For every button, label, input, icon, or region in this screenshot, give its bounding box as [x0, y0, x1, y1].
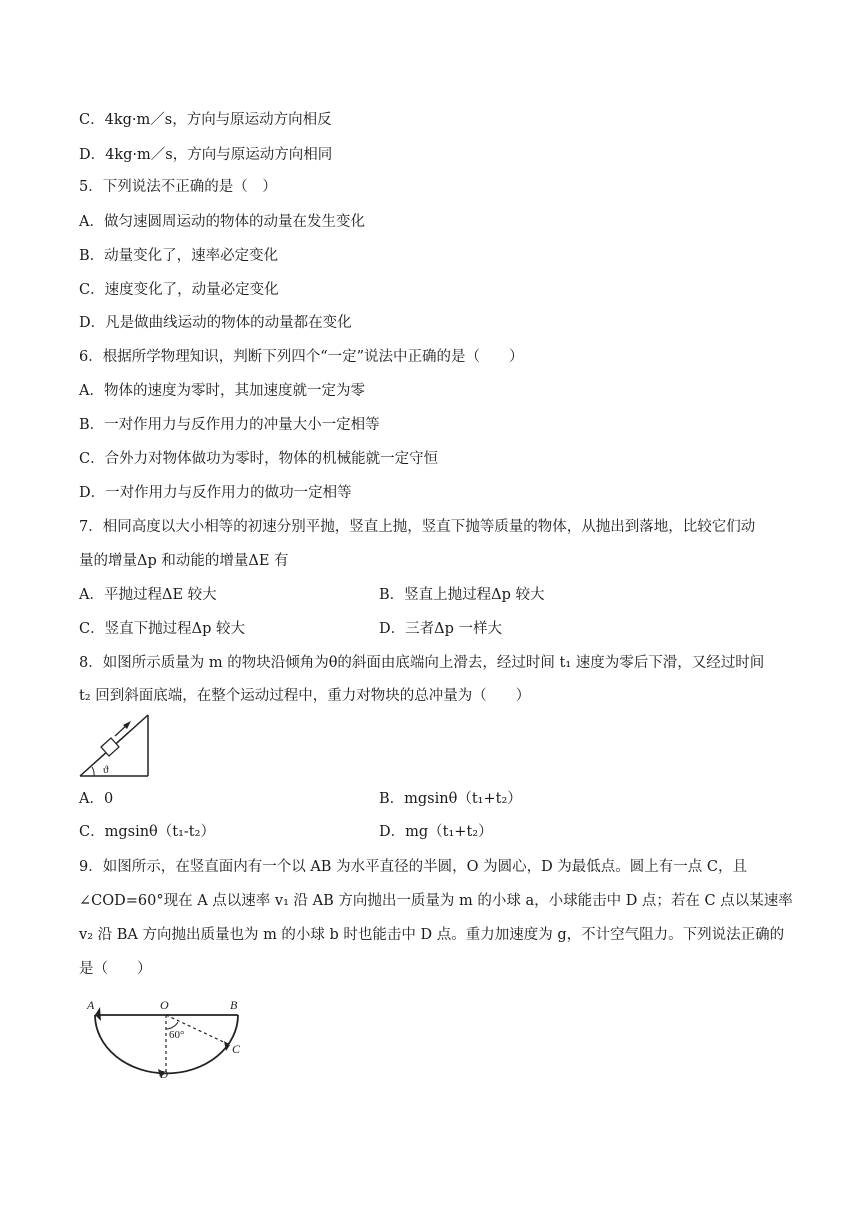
line-q4-option-d: D．4kg·m／s，方向与原运动方向相同: [79, 147, 333, 163]
point-a-label: A: [87, 998, 95, 1012]
question-8-option-a: A．0: [79, 791, 114, 807]
question-9-stem-line-1: 9．如图所示，在竖直面内有一个以 AB 为水平直径的半圆，O 为圆心，D 为最低点。圆上有一点 C，且: [79, 859, 748, 875]
question-9-stem-line-4: 是（ ）: [79, 961, 152, 977]
line-q4-option-c: C．4kg·m／s，方向与原运动方向相反: [79, 112, 332, 128]
question-6-option-a: A．物体的速度为零时，其加速度就一定为零: [79, 383, 365, 399]
point-o-label: O: [160, 998, 169, 1012]
question-9-stem-line-2: ∠COD=60°现在 A 点以速率 v₁ 沿 AB 方向抛出一质量为 m 的小球 a，小球能击中 D 点；若在 C 点以某速率: [79, 893, 793, 909]
question-5-option-c: C．速度变化了，动量必定变化: [79, 282, 279, 298]
question-8-stem-line-2: t₂ 回到斜面底端，在整个运动过程中，重力对物块的总冲量为（ ）: [79, 688, 531, 704]
point-b-label: B: [230, 998, 238, 1012]
question-7-option-b: B．竖直上抛过程Δp 较大: [379, 587, 545, 603]
question-6-option-d: D．一对作用力与反作用力的做功一定相等: [79, 485, 352, 501]
question-8-option-b: B．mgsinθ（t₁+t₂）: [379, 791, 522, 807]
question-6-option-b: B．一对作用力与反作用力的冲量大小一定相等: [79, 417, 380, 433]
question-5-option-d: D．凡是做曲线运动的物体的动量都在变化: [79, 315, 352, 331]
point-c-label: C: [232, 1042, 241, 1056]
semicircle-figure: [80, 995, 250, 1080]
point-d-label: D: [160, 1069, 168, 1080]
question-9-stem-line-3: v₂ 沿 BA 方向抛出质量也为 m 的小球 b 时也能击中 D 点。重力加速度为 g，不计空气阻力。下列说法正确的: [79, 927, 785, 943]
question-5-option-a: A．做匀速圆周运动的物体的动量在发生变化: [79, 214, 365, 230]
question-6-option-c: C．合外力对物体做功为零时，物体的机械能就一定守恒: [79, 451, 439, 467]
question-7-stem-line-2: 量的增量Δp 和动能的增量ΔE 有: [79, 553, 289, 569]
question-7-option-c: C．竖直下抛过程Δp 较大: [79, 621, 245, 637]
question-7-option-d: D．三者Δp 一样大: [379, 621, 502, 637]
angle-theta-label: ϑ: [103, 764, 109, 776]
angle-60-label: 60°: [169, 1029, 185, 1041]
question-5-option-b: B．动量变化了，速率必定变化: [79, 248, 279, 264]
question-8-stem-line-1: 8．如图所示质量为 m 的物块沿倾角为θ的斜面由底端向上滑去，经过时间 t₁ 速度为零后下滑，又经过时间: [79, 655, 765, 671]
question-8-option-d: D．mg（t₁+t₂）: [379, 824, 493, 840]
incline-figure: [78, 712, 152, 780]
question-7-stem-line-1: 7．相同高度以大小相等的初速分别平抛，竖直上抛，竖直下抛等质量的物体，从抛出到落地，比较它们动: [79, 519, 756, 535]
question-6-stem: 6．根据所学物理知识，判断下列四个“一定”说法中正确的是（ ）: [79, 349, 524, 365]
question-7-option-a: A．平抛过程ΔE 较大: [79, 587, 217, 603]
question-8-option-c: C．mgsinθ（t₁-t₂）: [79, 824, 215, 840]
question-5-stem: 5．下列说法不正确的是（ ）: [79, 179, 277, 195]
